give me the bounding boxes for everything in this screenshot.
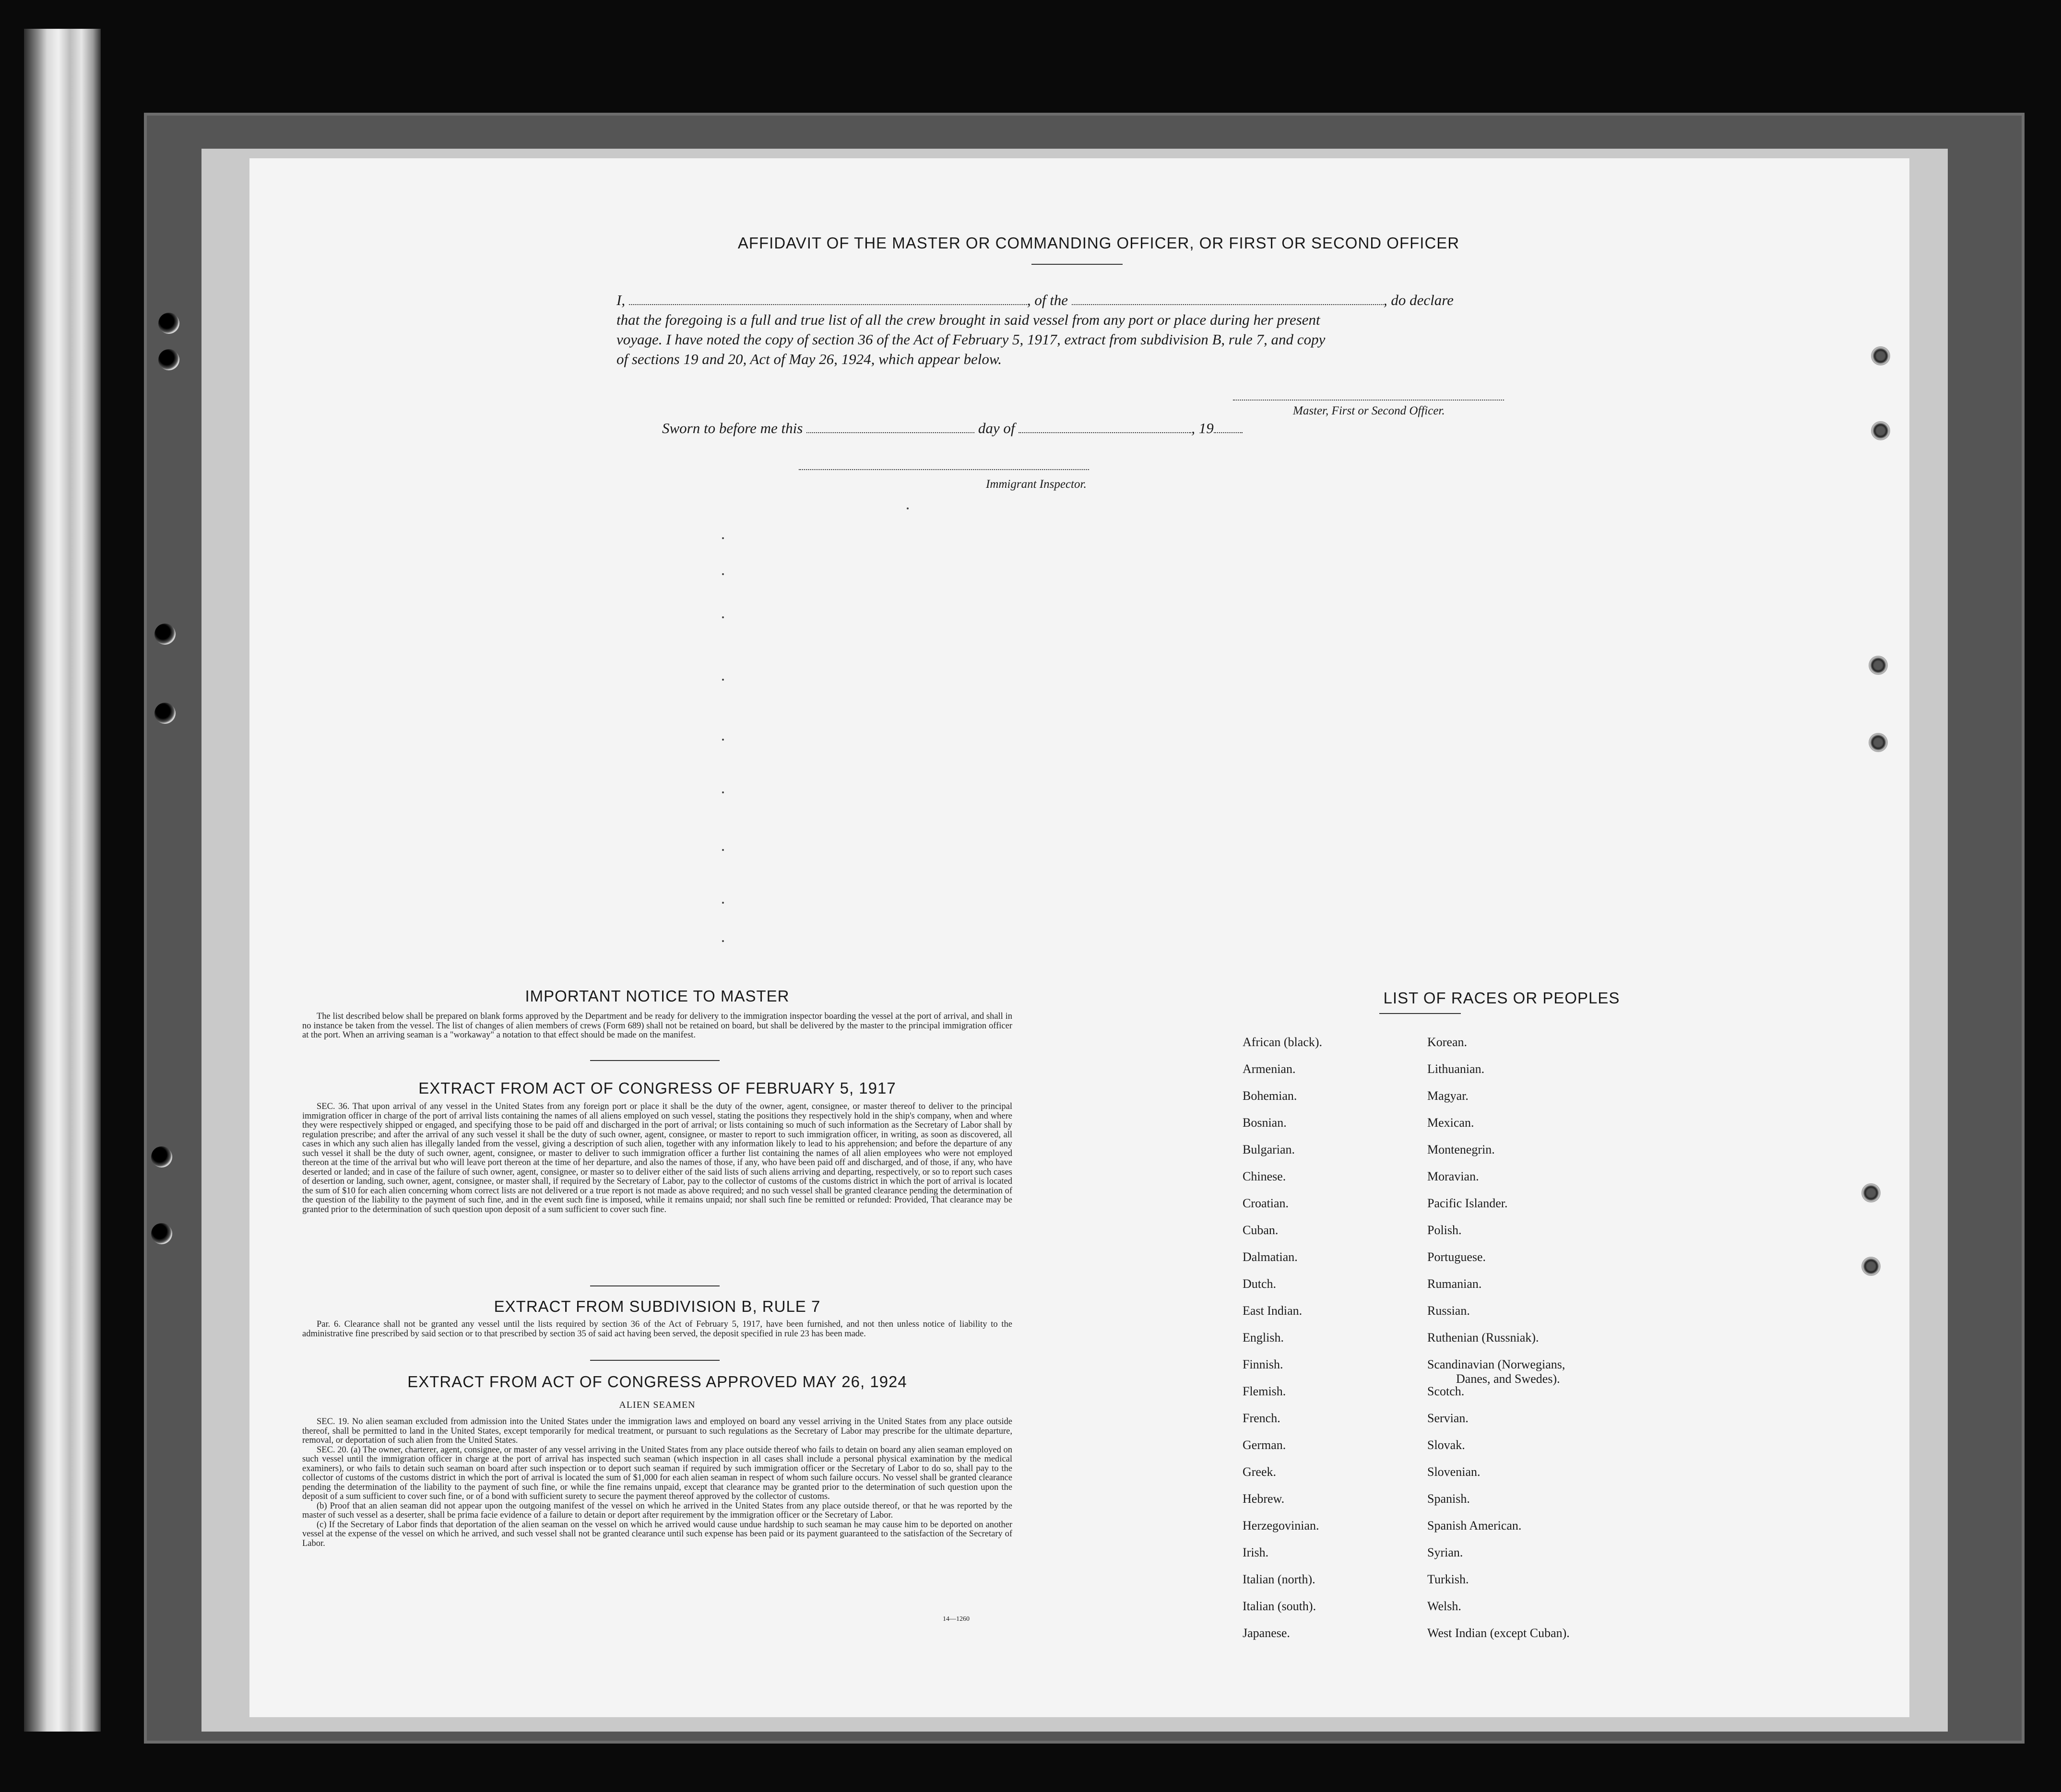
extract-1924-text	[302, 1417, 1012, 1548]
race-item: Moravian.	[1427, 1169, 1479, 1183]
race-item: Cuban.	[1243, 1223, 1279, 1237]
race-item: Bohemian.	[1243, 1089, 1297, 1103]
race-item: Chinese.	[1243, 1169, 1286, 1183]
binder-hole	[154, 624, 176, 645]
sworn-year-blank[interactable]	[1214, 420, 1243, 433]
race-item: East Indian.	[1243, 1304, 1303, 1318]
stray-mark	[907, 507, 909, 509]
race-item: English.	[1243, 1331, 1284, 1344]
signature-label: Master, First or Second Officer.	[1293, 404, 1445, 417]
race-item: Irish.	[1243, 1545, 1269, 1559]
sworn-month-blank[interactable]	[1019, 420, 1191, 433]
right-hole	[1871, 421, 1890, 440]
stray-mark	[722, 791, 724, 793]
race-item: Bosnian.	[1243, 1116, 1287, 1130]
race-item: Greek.	[1243, 1465, 1277, 1479]
affidavit-of-the: , of the	[1027, 292, 1068, 308]
race-item	[1427, 1357, 1570, 1384]
stray-mark	[722, 616, 724, 618]
race-item: French.	[1243, 1411, 1280, 1425]
stray-mark	[722, 573, 724, 575]
binder-hole	[158, 349, 179, 370]
section-rule	[590, 1285, 720, 1286]
extract-rule7-text	[302, 1320, 1012, 1339]
name-blank[interactable]	[629, 292, 1027, 305]
extract-1917-title: EXTRACT FROM ACT OF CONGRESS OF FEBRUARY 5, 1917	[418, 1079, 896, 1097]
notice-title: IMPORTANT NOTICE TO MASTER	[525, 987, 790, 1005]
affidavit-title: AFFIDAVIT OF THE MASTER OR COMMANDING OFFICER, OR FIRST OR SECOND OFFICER	[737, 234, 1460, 252]
sec-36-paragraph: SEC. 36. That upon arrival of any vessel in the United States from any foreign port or place it shall be the duty of the owner, agent, consignee, or master thereof to deliver to the principal immigration officer in charge of the port of arrival lists containing the names of all aliens employed on such vessel, stating the positions they respectively hold in the ship's company, when and where they were respectively shipped or engaged, and specifying those to be paid off and discharged in the port of arrival; or lists containing so much of such information as the Secretary of Labor shall by regulation prescribe; and after the arrival of any such vessel it shall be the duty of such owner, agent, consignee, or master to report to such immigration officer, in writing, as soon as discovered, all cases in which any such alien has illegally landed from the vessel, giving a description of such alien, together with any information likely to lead to his apprehension; and before the departure of any such vessel it shall be the duty of such owner, agent, consignee, or master to deliver to such immigration officer a further list containing the names of all alien employees who were not employed thereon at the time of the arrival but who will leave port thereon at the time of her departure, and also the names of those, if any, who have been paid off and discharged, and of those, if any, who have deserted or landed; and in case of the failure of such owner, agent, consignee, or master so to deliver either of the said lists of such aliens arriving and departing, respectively, or so to report such cases of desertion or landing, such owner, agent, consignee, or master shall, if required by the Secretary of Labor, pay to the collector of customs of the customs district in which the port of arrival is located the sum of $10 for each alien concerning whom correct lists are not delivered or a true report is not made as above required; and no such vessel shall be granted clearance pending the determination of the question of the liability to the payment of such fine, and in the event such fine is imposed, while it remains unpaid; nor shall such fine be remitted or refunded: Provided, That clearance may be granted prior to the determination of such question upon deposit of a sum sufficient to cover such fine.	[302, 1102, 1012, 1214]
inspector-label: Immigrant Inspector.	[986, 478, 1087, 491]
section-rule	[590, 1360, 720, 1361]
sworn-prefix: Sworn to before me this	[662, 420, 803, 436]
race-item: Dalmatian.	[1243, 1250, 1298, 1264]
race-item: Welsh.	[1427, 1599, 1461, 1613]
race-item: Japanese.	[1243, 1626, 1290, 1640]
affidavit-i: I,	[616, 292, 626, 308]
affidavit-line4: of sections 19 and 20, Act of May 26, 1924, which appear below.	[616, 351, 1002, 367]
race-item: Scotch.	[1427, 1384, 1465, 1398]
binder-hole	[154, 703, 176, 724]
extract-1924-title: EXTRACT FROM ACT OF CONGRESS APPROVED MAY 26, 1924	[407, 1373, 907, 1391]
race-item: Polish.	[1427, 1223, 1462, 1237]
races-left-column	[1243, 1035, 1322, 1653]
race-item: Herzegovinian.	[1243, 1519, 1319, 1533]
right-hole	[1861, 1183, 1881, 1203]
sworn-year: , 19	[1191, 420, 1214, 436]
vessel-blank[interactable]	[1072, 292, 1384, 305]
notice-paragraph: The list described below shall be prepared on blank forms approved by the Department and be ready for delivery to the immigration inspector boarding the vessel at the port of arrival, and shall in no instance be taken from the vessel. The list of changes of alien members of crews (Form 689) shall not be retained on board, but shall be delivered by the master to the principal immigration officer at the port. When an arriving seaman is a "workaway" a notation to that effect should be made on the manifest.	[302, 1012, 1012, 1040]
race-item: Magyar.	[1427, 1089, 1469, 1103]
race-item: Korean.	[1427, 1035, 1468, 1049]
race-item: Turkish.	[1427, 1572, 1469, 1586]
race-item: Syrian.	[1427, 1545, 1463, 1559]
binding-strip	[24, 29, 101, 1732]
race-item: Montenegrin.	[1427, 1143, 1495, 1156]
race-item: Italian (south).	[1243, 1599, 1316, 1613]
extract-1917-text	[302, 1102, 1012, 1214]
races-title: LIST OF RACES OR PEOPLES	[1383, 989, 1620, 1007]
stray-mark	[722, 537, 724, 539]
alien-seamen-subtitle: ALIEN SEAMEN	[619, 1400, 696, 1410]
affidavit-line2: that the foregoing is a full and true list of all the crew brought in said vessel from any port or place during her present	[616, 311, 1320, 328]
race-scandinavian-cont: Danes, and Swedes).	[1456, 1372, 1560, 1386]
race-item: Hebrew.	[1243, 1492, 1285, 1506]
sec-19-paragraph: SEC. 19. No alien seaman excluded from admission into the United States under the immigration laws and employed on board any vessel arriving in the United States from any place outside thereof, shall be permitted to land in the United States, except temporarily for medical treatment, or pursuant to such regulations as the Secretary of Labor may prescribe for the ultimate departure, removal, or deportation of such alien from the United States.	[302, 1417, 1012, 1445]
race-item: West Indian (except Cuban).	[1427, 1626, 1570, 1640]
races-right-column	[1427, 1035, 1570, 1653]
right-hole	[1861, 1257, 1881, 1276]
stray-mark	[722, 902, 724, 904]
race-item: Slovenian.	[1427, 1465, 1481, 1479]
stray-mark	[722, 739, 724, 741]
race-item: German.	[1243, 1438, 1286, 1452]
title-rule	[1031, 264, 1123, 265]
binder-hole	[158, 313, 179, 334]
race-item: Ruthenian (Russniak).	[1427, 1331, 1539, 1344]
race-item: Italian (north).	[1243, 1572, 1315, 1586]
sworn-day-of: day of	[978, 420, 1015, 436]
race-item: African (black).	[1243, 1035, 1323, 1049]
section-rule	[590, 1060, 720, 1061]
race-item: Bulgarian.	[1243, 1143, 1295, 1156]
race-item: Servian.	[1427, 1411, 1469, 1425]
race-item: Rumanian.	[1427, 1277, 1482, 1291]
race-item: Slovak.	[1427, 1438, 1465, 1452]
race-item: Armenian.	[1243, 1062, 1296, 1076]
race-item: Croatian.	[1243, 1196, 1289, 1210]
sworn-day-blank[interactable]	[806, 420, 974, 433]
race-item: Mexican.	[1427, 1116, 1474, 1130]
inspector-signature-line[interactable]	[799, 469, 1089, 470]
form-code: 14—1260	[943, 1615, 970, 1623]
stray-mark	[722, 679, 724, 681]
notice-text	[302, 1012, 1012, 1040]
affidavit-line3: voyage. I have noted the copy of section 36 of the Act of February 5, 1917, extract from subdivision B, rule 7, and copy	[616, 331, 1326, 348]
affidavit-declare: , do declare	[1383, 292, 1454, 308]
signature-line[interactable]	[1233, 400, 1504, 401]
race-item: Portuguese.	[1427, 1250, 1486, 1264]
sec-20c-paragraph: (c) If the Secretary of Labor finds that deportation of the alien seaman on the vessel on which he arrived would cause undue hardship to such seaman he may cause him to be deported on another vessel at the expense of the vessel on which he arrived, and such vessel shall not be granted clearance until such expense has been paid or its payment guaranteed to the satisfaction of the Secretary of Labor.	[302, 1520, 1012, 1548]
extract-rule7-title: EXTRACT FROM SUBDIVISION B, RULE 7	[494, 1297, 821, 1315]
race-item: Pacific Islander.	[1427, 1196, 1508, 1210]
right-hole	[1869, 733, 1888, 752]
right-hole	[1871, 346, 1890, 365]
race-item: Spanish American.	[1427, 1519, 1522, 1533]
race-item: Russian.	[1427, 1304, 1470, 1318]
binder-hole	[151, 1223, 172, 1244]
sec-20a-paragraph: SEC. 20. (a) The owner, charterer, agent, consignee, or master of any vessel arriving in the United States from any place outside thereof who fails to detain on board any alien seaman employed on such vessel until the immigration officer in charge at the port of arrival has inspected such seaman (which inspection in all cases shall include a personal physical examination by the medical examiners), or who fails to detain such seaman on board after such inspection or to deport such seaman if required by such immigration officer or the Secretary of Labor to do so, shall pay to the collector of customs of the customs district in which the port of arrival is located the sum of $1,000 for each alien seaman in respect of whom such failure occurs. No vessel shall be granted clearance pending the determination of the liability to the payment of such fine, or while the fine remains unpaid, except that clearance may be granted prior to the determination of such question upon the deposit of a sum sufficient to cover such fine, or of a bond with sufficient surety to secure the payment thereof approved by the collector of customs.	[302, 1445, 1012, 1501]
race-item: Flemish.	[1243, 1384, 1286, 1398]
race-item: Spanish.	[1427, 1492, 1470, 1506]
right-hole	[1869, 656, 1888, 675]
sec-20b-paragraph: (b) Proof that an alien seaman did not appear upon the outgoing manifest of the vessel on which he arrived in the United States from any place outside thereof, or that he was reported by the master of such vessel as a deserter, shall be prima facie evidence of a failure to detain or deport after requirement by the immigration officer or the Secretary of Labor.	[302, 1501, 1012, 1520]
affidavit-body	[616, 290, 1535, 369]
par-6-paragraph: Par. 6. Clearance shall not be granted any vessel until the lists required by section 36 of the Act of February 5, 1917, have been furnished, and not then unless notice of liability to the administrative fine prescribed by said section or to that prescribed by section 35 of said act having been served, the deposit specified in rule 23 has been made.	[302, 1320, 1012, 1339]
race-item: Lithuanian.	[1427, 1062, 1485, 1076]
race-item: Dutch.	[1243, 1277, 1277, 1291]
stray-mark	[722, 849, 724, 851]
sworn-line	[662, 420, 1334, 437]
stray-mark	[722, 940, 724, 942]
binder-hole	[151, 1146, 172, 1167]
races-rule	[1379, 1013, 1461, 1014]
race-item: Finnish.	[1243, 1357, 1283, 1371]
race-scandinavian: Scandinavian (Norwegians,	[1427, 1357, 1565, 1371]
